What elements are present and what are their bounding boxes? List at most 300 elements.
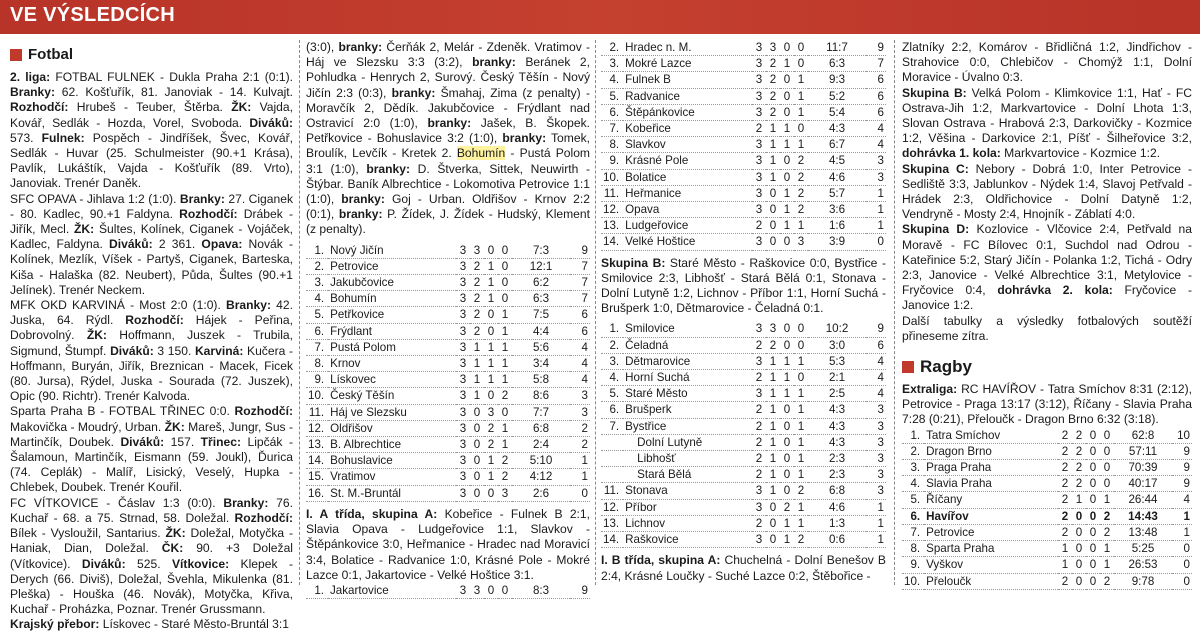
- points-cell: 9: [570, 243, 590, 259]
- losses-cell: 0: [498, 258, 512, 274]
- table-row: [306, 339, 590, 355]
- text-run: Hoffmann, Juszek - Trubila, Sigmund, Štumpf.: [10, 328, 293, 358]
- team-cell: Velké Hoštice: [623, 234, 752, 250]
- label-bold: Branky:: [225, 298, 272, 313]
- table-row: [601, 402, 886, 418]
- losses-cell: 3: [498, 485, 512, 501]
- text-run: Beránek 2, Pohludka - Henrych 2, Surový. Český Těšín - Nový Jičín 2:3 (0:3),: [306, 55, 591, 100]
- losses-cell: 0: [498, 291, 512, 307]
- wins-cell: 1: [766, 353, 780, 369]
- score-cell: 7:7: [512, 404, 570, 420]
- wins-cell: 1: [766, 153, 780, 169]
- rank-cell: 3.: [601, 56, 623, 72]
- text-run: 90. +3 Doležal (Vítkovice).: [10, 541, 293, 571]
- points-cell: 1: [866, 532, 886, 548]
- wins-cell: 0: [1072, 508, 1086, 524]
- team-cell: Opava: [623, 202, 752, 218]
- standings-table: [902, 428, 1192, 590]
- score-cell: 7:5: [512, 307, 570, 323]
- score-cell: 2:3: [808, 451, 866, 467]
- text-run: Čerňák 2, Melár - Zdeněk. Vratimov - Háj ve Slezsku 3:3 (3:2),: [306, 40, 590, 70]
- team-cell: Říčany: [924, 492, 1058, 508]
- label-bold: Skupina B:: [902, 85, 967, 100]
- played-cell: 3: [752, 72, 766, 88]
- team-cell: Slavkov: [623, 137, 752, 153]
- wins-cell: 0: [470, 469, 484, 485]
- match-report: [10, 192, 293, 298]
- wins-cell: 1: [470, 372, 484, 388]
- table-row: [601, 104, 886, 120]
- label-bold: ŽK:: [164, 419, 185, 434]
- points-cell: 0: [1172, 557, 1192, 573]
- wins-cell: 1: [766, 434, 780, 450]
- label-bold: I. B třída, skupina A:: [601, 553, 721, 568]
- losses-cell: 0: [794, 337, 808, 353]
- team-cell: Petrovice: [924, 524, 1058, 540]
- rank-cell: [601, 451, 623, 467]
- losses-cell: 2: [794, 532, 808, 548]
- draws-cell: 0: [1086, 460, 1100, 476]
- losses-cell: 2: [498, 453, 512, 469]
- draws-cell: 0: [1086, 557, 1100, 573]
- label-bold: ŽK:: [231, 100, 252, 115]
- text-run: 2 361.: [152, 237, 202, 252]
- points-cell: 2: [570, 420, 590, 436]
- text-run: Hájek - Peřina, Dobrovolný.: [10, 313, 293, 343]
- text-run: Drábek - Jiřík, Mecl.: [10, 206, 293, 237]
- played-cell: 3: [456, 323, 470, 339]
- results-text: [902, 40, 1192, 344]
- played-cell: 3: [752, 104, 766, 120]
- table-row: [902, 476, 1192, 492]
- score-cell: 4:3: [808, 402, 866, 418]
- rank-cell: 8.: [601, 137, 623, 153]
- points-cell: 7: [570, 258, 590, 274]
- results-text: [306, 507, 590, 583]
- losses-cell: 0: [1100, 443, 1114, 459]
- losses-cell: 2: [794, 483, 808, 499]
- score-cell: 4:5: [808, 153, 866, 169]
- label-bold: branky:: [341, 192, 385, 207]
- team-cell: Brušperk: [623, 402, 752, 418]
- wins-cell: 1: [470, 339, 484, 355]
- draws-cell: 1: [484, 469, 498, 485]
- rank-cell: 10.: [902, 573, 924, 589]
- standings-table: [601, 40, 886, 251]
- rank-cell: 12.: [601, 202, 623, 218]
- draws-cell: 0: [780, 88, 794, 104]
- label-bold: ŽK:: [165, 526, 186, 541]
- table-row: [601, 153, 886, 169]
- text-run: Šultes, Kolínek, Ciganek - Vojáček, Kadlec, Faldyna.: [10, 222, 293, 252]
- results-text: [306, 40, 590, 238]
- draws-cell: 0: [780, 418, 794, 434]
- losses-cell: 2: [498, 388, 512, 404]
- losses-cell: 2: [794, 202, 808, 218]
- played-cell: 2: [752, 402, 766, 418]
- team-cell: Kobeřice: [623, 121, 752, 137]
- wins-cell: 2: [1072, 460, 1086, 476]
- text-run: Staré Město - Raškovice 0:0, Bystřice - Smilovice 2:3, Libhošť - Stará Bělá 0:1, Stonava - Dolní Lutyně 1:2, Lichnov - Příbor 1:1, Horní Suchá - Brušperk 1:0, Dětmarovice - Čeladná 0:1.: [601, 255, 886, 316]
- table-row: [306, 243, 590, 259]
- text-run: Markvartovice - Kozmice 1:2.: [1000, 146, 1161, 161]
- points-cell: 3: [866, 169, 886, 185]
- table-row: [601, 234, 886, 250]
- rank-cell: 4.: [306, 291, 328, 307]
- rank-cell: 1.: [306, 243, 328, 259]
- score-cell: 9:78: [1114, 573, 1172, 589]
- wins-cell: 2: [470, 323, 484, 339]
- rank-cell: 5.: [902, 492, 924, 508]
- table-row: [601, 169, 886, 185]
- text-run: 525.: [125, 556, 172, 571]
- rank-cell: 6.: [601, 104, 623, 120]
- team-cell: Slavia Praha: [924, 476, 1058, 492]
- wins-cell: 1: [766, 137, 780, 153]
- team-cell: Háj ve Slezsku: [328, 404, 456, 420]
- table-row: [902, 541, 1192, 557]
- text-run: Velká Polom - Klimkovice 1:1, Hať - FC Ostrava-Jih 1:2, Markvartovice - Dolní Lhota 1:3, Slovan Ostrava - Hrabová 2:3, Darkovičky - Kozmice 1:2, Věšina - Darkovice 2:1, Píšť - Šilheřovice 3:2,: [902, 85, 1192, 146]
- label-bold: Branky:: [223, 495, 269, 510]
- label-bold: branky:: [427, 116, 472, 131]
- rank-cell: 9.: [902, 557, 924, 573]
- played-cell: 3: [752, 532, 766, 548]
- losses-cell: 0: [498, 275, 512, 291]
- points-cell: 4: [570, 372, 590, 388]
- played-cell: 1: [1058, 557, 1072, 573]
- text-run: Nebory - Dobrá 1:0, Inter Petrovice - Sedliště 3:3, Jablunkov - Nýdek 1:4, Slavoj Petřvald - Hrádek 2:3, Oldřichovice - Dolní Datyně 1:2, Vendryně - Mosty 2:4, Hnojník - Záblatí 4:0.: [902, 161, 1192, 222]
- points-cell: 9: [1172, 443, 1192, 459]
- played-cell: 2: [752, 370, 766, 386]
- wins-cell: 0: [766, 234, 780, 250]
- losses-cell: 0: [1100, 428, 1114, 444]
- points-cell: 4: [570, 339, 590, 355]
- wins-cell: 2: [766, 88, 780, 104]
- team-cell: Petřkovice: [328, 307, 456, 323]
- standings-table: [306, 243, 590, 502]
- table-row: [902, 460, 1192, 476]
- draws-cell: 0: [780, 234, 794, 250]
- points-cell: 6: [570, 307, 590, 323]
- draws-cell: 1: [484, 258, 498, 274]
- played-cell: 3: [456, 437, 470, 453]
- losses-cell: 1: [794, 402, 808, 418]
- points-cell: 3: [866, 434, 886, 450]
- played-cell: 3: [752, 234, 766, 250]
- played-cell: 3: [456, 420, 470, 436]
- label-bold: branky:: [338, 207, 383, 222]
- rank-cell: 11.: [601, 185, 623, 201]
- table-row: [306, 404, 590, 420]
- rank-cell: 15.: [306, 469, 328, 485]
- table-row: [902, 492, 1192, 508]
- draws-cell: 0: [484, 583, 498, 599]
- column-divider: [894, 40, 895, 585]
- losses-cell: 1: [794, 434, 808, 450]
- wins-cell: 0: [766, 185, 780, 201]
- text-run: MFK OKD KARVINÁ - Most 2:0 (1:0).: [10, 298, 226, 313]
- played-cell: 3: [456, 404, 470, 420]
- label-bold: Diváků:: [110, 343, 154, 358]
- table-row: [601, 137, 886, 153]
- match-report: [10, 404, 293, 495]
- draws-cell: 0: [484, 243, 498, 259]
- losses-cell: 1: [794, 467, 808, 483]
- points-cell: 4: [866, 370, 886, 386]
- losses-cell: 1: [1100, 492, 1114, 508]
- points-cell: 3: [866, 483, 886, 499]
- team-cell: Petrovice: [328, 258, 456, 274]
- draws-cell: 0: [780, 169, 794, 185]
- ragby-heading: Ragby: [902, 358, 1192, 376]
- table-row: [306, 356, 590, 372]
- losses-cell: 1: [794, 72, 808, 88]
- table-row: [601, 532, 886, 548]
- losses-cell: 1: [794, 418, 808, 434]
- points-cell: 7: [866, 56, 886, 72]
- points-cell: 2: [570, 437, 590, 453]
- played-cell: 2: [1058, 476, 1072, 492]
- wins-cell: 1: [766, 451, 780, 467]
- draws-cell: 0: [1086, 476, 1100, 492]
- table-row: [902, 557, 1192, 573]
- wins-cell: 3: [766, 40, 780, 56]
- text-run: Chuchelná - Dolní Benešov B 2:4, Krásné Loučky - Suché Lazce 0:2, Štěbořice -: [601, 553, 886, 583]
- table-row: [902, 508, 1192, 524]
- text-run: Další tabulky a výsledky fotbalových soutěží přineseme zítra.: [902, 313, 1192, 343]
- score-cell: 7:3: [512, 243, 570, 259]
- draws-cell: 1: [780, 121, 794, 137]
- rank-cell: 9.: [306, 372, 328, 388]
- label-bold: Diváků:: [120, 434, 165, 449]
- draws-cell: 3: [484, 404, 498, 420]
- draws-cell: 0: [780, 104, 794, 120]
- score-cell: 3:4: [512, 356, 570, 372]
- wins-cell: 2: [766, 337, 780, 353]
- rank-cell: 2.: [601, 337, 623, 353]
- played-cell: 2: [752, 337, 766, 353]
- team-cell: Hradec n. M.: [623, 40, 752, 56]
- points-cell: 3: [570, 388, 590, 404]
- rank-cell: 6.: [902, 508, 924, 524]
- losses-cell: 0: [794, 121, 808, 137]
- label-bold: Rozhodčí:: [234, 510, 293, 525]
- draws-cell: 0: [780, 402, 794, 418]
- points-cell: 1: [570, 469, 590, 485]
- wins-cell: 2: [470, 258, 484, 274]
- text-run: FOTBAL FULNEK - Dukla Praha 2:1 (0:1).: [50, 70, 293, 84]
- column-divider: [299, 40, 300, 585]
- table-row: [601, 451, 886, 467]
- losses-cell: 0: [794, 370, 808, 386]
- table-row: [601, 434, 886, 450]
- score-cell: 1:6: [808, 218, 866, 234]
- column-1: [10, 40, 293, 633]
- draws-cell: 1: [780, 202, 794, 218]
- score-cell: 5:8: [512, 372, 570, 388]
- played-cell: 2: [752, 418, 766, 434]
- draws-cell: 0: [1086, 524, 1100, 540]
- text-run: 3 150.: [153, 343, 195, 358]
- score-cell: 40:17: [1114, 476, 1172, 492]
- text-run: Kozlovice - Vlčovice 2:4, Petřvald na Moravě - FC Bílovec 0:1, Suchdol nad Odrou - Kateřinice 5:2, Starý Jičín - Polanka 1:2, Tichá - Odry 2:3, Janovice - Velké Albrechtice 3:1, Metylovice - Fryčovice 0:4,: [902, 222, 1193, 298]
- team-cell: Stará Bělá: [623, 467, 752, 483]
- wins-cell: 0: [766, 515, 780, 531]
- text-run: 62. Košťuřík, 81. Janoviak - 14. Kulvajt.: [55, 85, 293, 100]
- draws-cell: 0: [1086, 443, 1100, 459]
- score-cell: 5:6: [512, 339, 570, 355]
- text-run: Makovička - Moudrý, Urban.: [10, 419, 165, 434]
- results-paragraph: [902, 222, 1192, 313]
- wins-cell: 1: [766, 169, 780, 185]
- section-marker-icon: [902, 361, 914, 373]
- text-run: Lipčák - Šalamoun, Martinčík, Eismann (59. Joukl), Ďurica (74. Ceplák) - Malíř, Lisický, Veselý, Hupka - Chlebek, Doubek. Trenér Kouřil.: [10, 434, 293, 495]
- score-cell: 4:12: [512, 469, 570, 485]
- table-row: [306, 583, 590, 599]
- score-cell: 5:3: [808, 353, 866, 369]
- played-cell: 2: [752, 218, 766, 234]
- wins-cell: 2: [1072, 443, 1086, 459]
- played-cell: 3: [456, 356, 470, 372]
- team-cell: Nový Jičín: [328, 243, 456, 259]
- score-cell: 26:44: [1114, 492, 1172, 508]
- table-row: [601, 185, 886, 201]
- score-cell: 4:6: [808, 499, 866, 515]
- rank-cell: 12.: [601, 499, 623, 515]
- points-cell: 6: [866, 72, 886, 88]
- text-run: Kobeřice - Fulnek B 2:1, Slavia Opava - Ludgeřovice 1:1, Slavkov - Štěpánkovice 3:0, Heřmanice - Hradec nad Moravicí 3:4, Bolatice - Radvanice 1:0, Krásné Pole - Mokré Lazce 0:1, Jakartovice - Velké Hoštice 3:1.: [306, 506, 590, 582]
- losses-cell: 2: [794, 185, 808, 201]
- team-cell: Pustá Polom: [328, 339, 456, 355]
- label-bold: Opava:: [201, 237, 243, 252]
- label-bold: dohrávka 1. kola:: [902, 146, 1001, 161]
- table-row: [601, 386, 886, 402]
- table-row: [306, 485, 590, 501]
- draws-cell: 0: [780, 321, 794, 337]
- table-row: [601, 499, 886, 515]
- team-cell: Ludgeřovice: [623, 218, 752, 234]
- team-cell: Bolatice: [623, 169, 752, 185]
- wins-cell: 2: [470, 307, 484, 323]
- score-cell: 12:1: [512, 258, 570, 274]
- text-run: (3:0),: [306, 40, 339, 54]
- label-bold: Třinec:: [200, 434, 241, 449]
- played-cell: 3: [456, 388, 470, 404]
- column-2: [306, 40, 590, 599]
- points-cell: 1: [866, 499, 886, 515]
- score-cell: 2:1: [808, 370, 866, 386]
- label-bold: branky:: [366, 161, 410, 176]
- wins-cell: 2: [1072, 428, 1086, 444]
- played-cell: 3: [752, 169, 766, 185]
- wins-cell: 1: [1072, 492, 1086, 508]
- draws-cell: 0: [484, 323, 498, 339]
- label-bold: 2. liga:: [10, 70, 51, 84]
- label-bold: Rozhodčí:: [125, 313, 184, 328]
- played-cell: 2: [752, 451, 766, 467]
- score-cell: 5:25: [1114, 541, 1172, 557]
- label-bold: dohrávka 2. kola:: [997, 283, 1113, 298]
- score-cell: 4:3: [808, 418, 866, 434]
- points-cell: 3: [866, 467, 886, 483]
- wins-cell: 1: [766, 402, 780, 418]
- played-cell: 3: [456, 258, 470, 274]
- label-bold: Vítkovice:: [171, 556, 230, 571]
- points-cell: 6: [570, 323, 590, 339]
- score-cell: 4:6: [808, 169, 866, 185]
- points-cell: 3: [866, 402, 886, 418]
- team-cell: B. Albrechtice: [328, 437, 456, 453]
- label-bold: Skupina D:: [902, 222, 970, 237]
- draws-cell: 1: [484, 339, 498, 355]
- losses-cell: 1: [498, 323, 512, 339]
- text-run: Hrubeš - Teuber, Štěrba.: [68, 100, 232, 115]
- label-bold: Karviná:: [194, 343, 244, 358]
- team-cell: Vyškov: [924, 557, 1058, 573]
- points-cell: 3: [866, 418, 886, 434]
- score-cell: 6:2: [512, 275, 570, 291]
- team-cell: Fulnek B: [623, 72, 752, 88]
- label-bold: Branky:: [10, 85, 56, 100]
- losses-cell: 1: [1100, 541, 1114, 557]
- score-cell: 57:11: [1114, 443, 1172, 459]
- table-row: [601, 202, 886, 218]
- results-paragraph: [902, 314, 1192, 344]
- team-cell: Sparta Praha: [924, 541, 1058, 557]
- team-cell: Praga Praha: [924, 460, 1058, 476]
- standings-table: [306, 583, 590, 599]
- losses-cell: 0: [1100, 460, 1114, 476]
- points-cell: 0: [570, 485, 590, 501]
- table-row: [902, 428, 1192, 444]
- label-bold: Branky:: [179, 191, 225, 206]
- team-cell: Tatra Smíchov: [924, 428, 1058, 444]
- rank-cell: 4.: [601, 72, 623, 88]
- points-cell: 4: [866, 386, 886, 402]
- team-cell: Horní Suchá: [623, 370, 752, 386]
- rank-cell: 3.: [601, 353, 623, 369]
- table-row: [601, 56, 886, 72]
- wins-cell: 1: [766, 418, 780, 434]
- label-bold: Rozhodčí:: [179, 206, 238, 221]
- losses-cell: 2: [1100, 508, 1114, 524]
- played-cell: 2: [1058, 524, 1072, 540]
- losses-cell: 1: [794, 218, 808, 234]
- score-cell: 4:3: [808, 121, 866, 137]
- draws-cell: 2: [484, 420, 498, 436]
- table-row: [306, 453, 590, 469]
- table-row: [306, 420, 590, 436]
- played-cell: 2: [1058, 573, 1072, 589]
- played-cell: 3: [752, 153, 766, 169]
- team-cell: Vratimov: [328, 469, 456, 485]
- losses-cell: 2: [794, 153, 808, 169]
- rank-cell: 2.: [306, 258, 328, 274]
- score-cell: 10:2: [808, 321, 866, 337]
- losses-cell: 0: [794, 56, 808, 72]
- rank-cell: 14.: [601, 234, 623, 250]
- points-cell: 4: [866, 121, 886, 137]
- points-cell: 9: [866, 321, 886, 337]
- rank-cell: 13.: [601, 218, 623, 234]
- match-report: [10, 298, 293, 404]
- team-cell: Frýdlant: [328, 323, 456, 339]
- team-cell: Přeloučk: [924, 573, 1058, 589]
- label-bold: Extraliga:: [902, 382, 958, 397]
- label-bold: Fulnek:: [41, 130, 85, 145]
- team-cell: Bystřice: [623, 418, 752, 434]
- label-bold: branky:: [472, 55, 516, 70]
